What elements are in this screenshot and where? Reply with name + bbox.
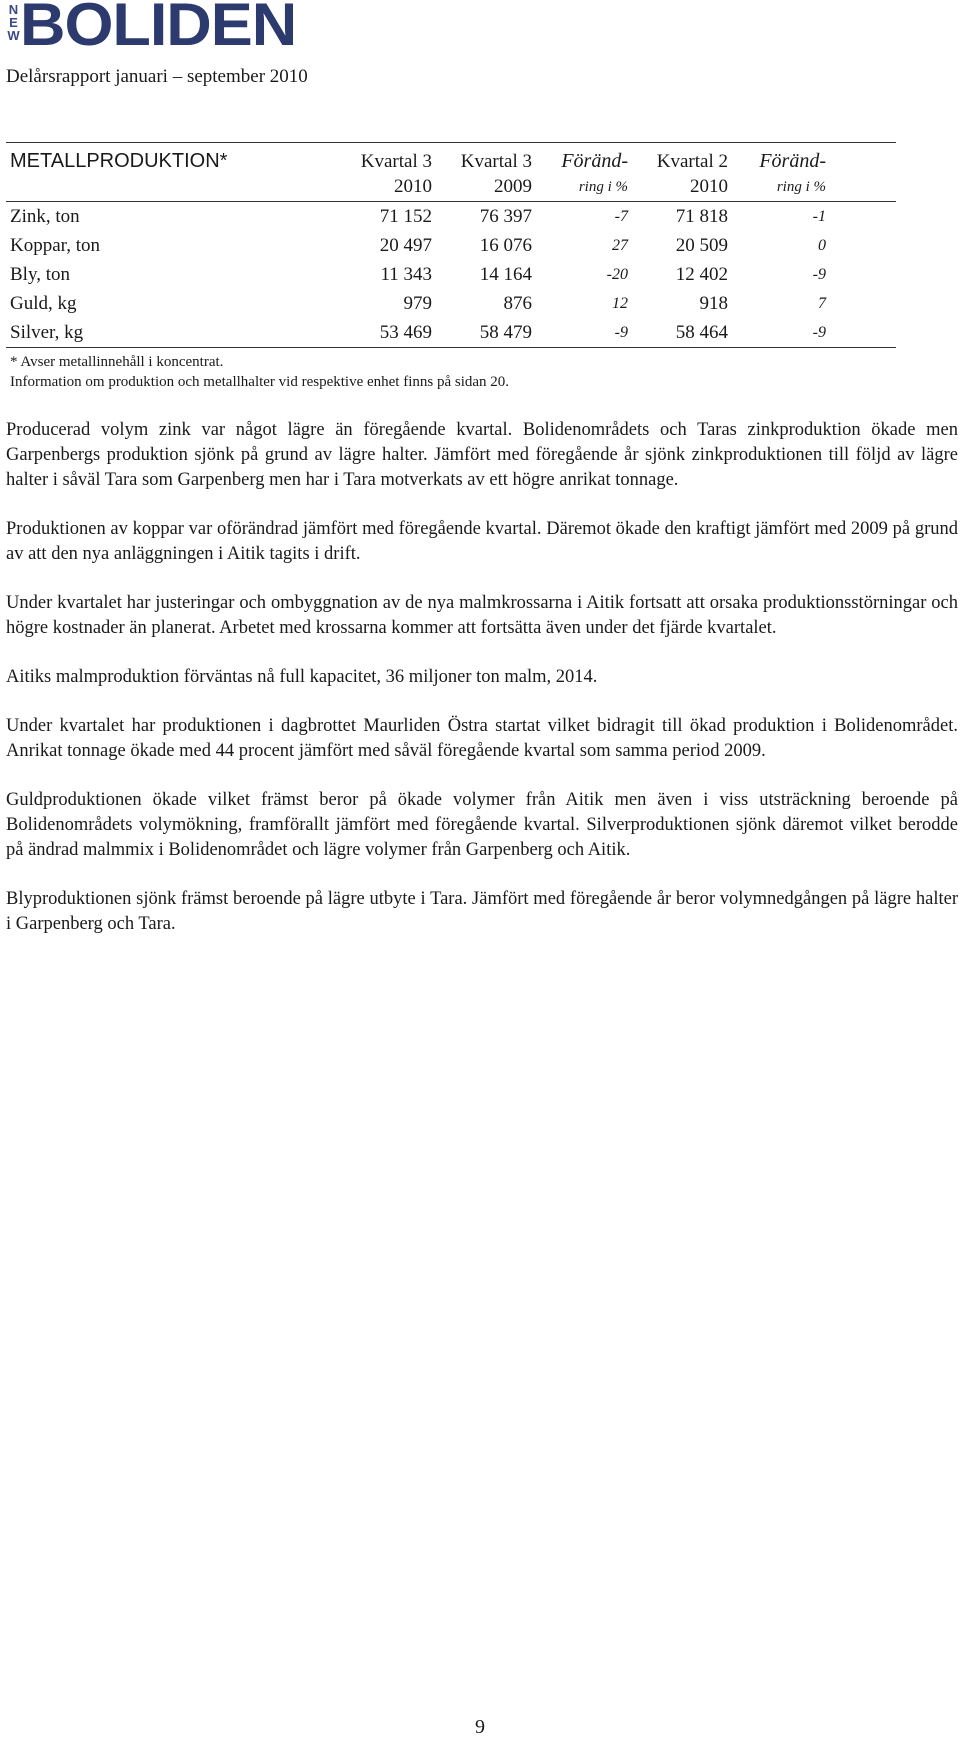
report-subtitle: Delårsrapport januari – september 2010 xyxy=(6,66,308,87)
footnote: Information om produktion och metallhalter vid respektive enhet finns på sidan 20. xyxy=(10,374,510,390)
cell: -9 xyxy=(532,318,628,348)
cell: 14 164 xyxy=(479,263,532,285)
cell: 12 402 xyxy=(675,263,728,285)
cell: 7 xyxy=(818,294,826,312)
table-footnotes xyxy=(10,352,509,392)
table-row xyxy=(6,231,896,260)
col-header: Föränd- xyxy=(532,143,628,174)
paragraph: Under kvartalet har justeringar och ombyggnation av de nya malmkrossarna i Aitik fortsatt att orsaka produktionsstörningar och högre kostnader än planerat. Arbetet med krossarna kommer att fortsätta även under det fjärde kvartalet. xyxy=(6,593,958,638)
paragraph: Under kvartalet har produktionen i dagbrottet Maurliden Östra startat vilket bidragit till ökad produktion i Bolidenområdet. Anrikat tonnage ökade med 44 procent jämfört med såväl föregående kvartal som samma period 2009. xyxy=(6,716,958,761)
cell: 20 509 xyxy=(675,234,728,256)
cell: -9 xyxy=(728,318,826,348)
logo-new-label: NEW xyxy=(6,2,21,41)
col-header: Kvartal 3 xyxy=(432,143,532,174)
cell: -1 xyxy=(812,207,826,225)
logo-wordmark: BOLIDEN xyxy=(20,0,297,58)
table-row xyxy=(6,318,896,348)
col-header: ring i % xyxy=(728,173,826,202)
cell: 71 818 xyxy=(675,205,728,227)
page-number: 9 xyxy=(475,1716,485,1738)
cell: 27 xyxy=(612,236,628,254)
paragraph: Producerad volym zink var något lägre än föregående kvartal. Bolidenområdets och Taras zinkproduktion ökade men Garpenbergs produktion sjönk på grund av lägre halter. Jämfört med föregående år sjönk zinkproduktionen till följd av lägre halter i såväl Tara som Garpenberg men har i Tara motverkats av ett högre anrikat tonnage. xyxy=(6,420,958,490)
cell: 11 343 xyxy=(380,263,432,285)
metal-production-table xyxy=(6,142,896,348)
paragraph: Blyproduktionen sjönk främst beroende på lägre utbyte i Tara. Jämfört med föregående år beror volymnedgången på lägre halter i Garpenberg och Tara. xyxy=(6,889,958,934)
paragraph: Produktionen av koppar var oförändrad jämfört med föregående kvartal. Däremot ökade den kraftigt jämfört med 2009 på grund av att den nya anläggningen i Aitik tagits i drift. xyxy=(6,519,958,564)
table-title: METALLPRODUKTION* xyxy=(6,143,306,174)
cell: 53 469 xyxy=(306,318,432,348)
table-row xyxy=(6,202,896,232)
row-label: Zink, ton xyxy=(10,205,80,227)
table-header-row xyxy=(6,173,896,202)
paragraph: Guldproduktionen ökade vilket främst beror på ökade volymer från Aitik men även i viss utsträckning beroende på Bolidenområdets volymökning, framförallt jämfört med föregående kvartal. Silverproduktionen sjönk däremot vilket berodde på ändrad malmmix i Bolidenområdet och lägre volymer från Garpenberg och Aitik. xyxy=(6,790,958,860)
cell: -7 xyxy=(614,207,628,225)
cell: 876 xyxy=(503,292,532,314)
row-label: Silver, kg xyxy=(6,318,306,348)
row-label: Koppar, ton xyxy=(10,234,100,256)
row-label: Guld, kg xyxy=(10,292,77,314)
cell: 16 076 xyxy=(479,234,532,256)
col-header: ring i % xyxy=(532,173,628,202)
table-row xyxy=(6,260,896,289)
table-header-row xyxy=(6,143,896,174)
cell: 58 479 xyxy=(432,318,532,348)
cell: 12 xyxy=(612,294,628,312)
col-header: Föränd- xyxy=(728,143,826,174)
footnote: * Avser metallinnehåll i koncentrat. xyxy=(10,354,224,370)
cell: 58 464 xyxy=(628,318,728,348)
cell: 71 152 xyxy=(379,205,432,227)
table-row xyxy=(6,289,896,318)
col-header: 2009 xyxy=(432,173,532,202)
cell: 918 xyxy=(699,292,728,314)
paragraph: Aitiks malmproduktion förväntas nå full kapacitet, 36 miljoner ton malm, 2014. xyxy=(6,667,598,687)
cell: 979 xyxy=(403,292,432,314)
col-header: 2010 xyxy=(306,173,432,202)
cell: 76 397 xyxy=(479,205,532,227)
cell: -9 xyxy=(812,265,826,283)
col-header: 2010 xyxy=(628,173,728,202)
cell: -20 xyxy=(606,265,628,283)
body-text xyxy=(6,418,958,961)
col-header: Kvartal 2 xyxy=(628,143,728,174)
col-header: Kvartal 3 xyxy=(306,143,432,174)
row-label: Bly, ton xyxy=(10,263,70,285)
cell: 0 xyxy=(818,236,826,254)
cell: 20 497 xyxy=(379,234,432,256)
